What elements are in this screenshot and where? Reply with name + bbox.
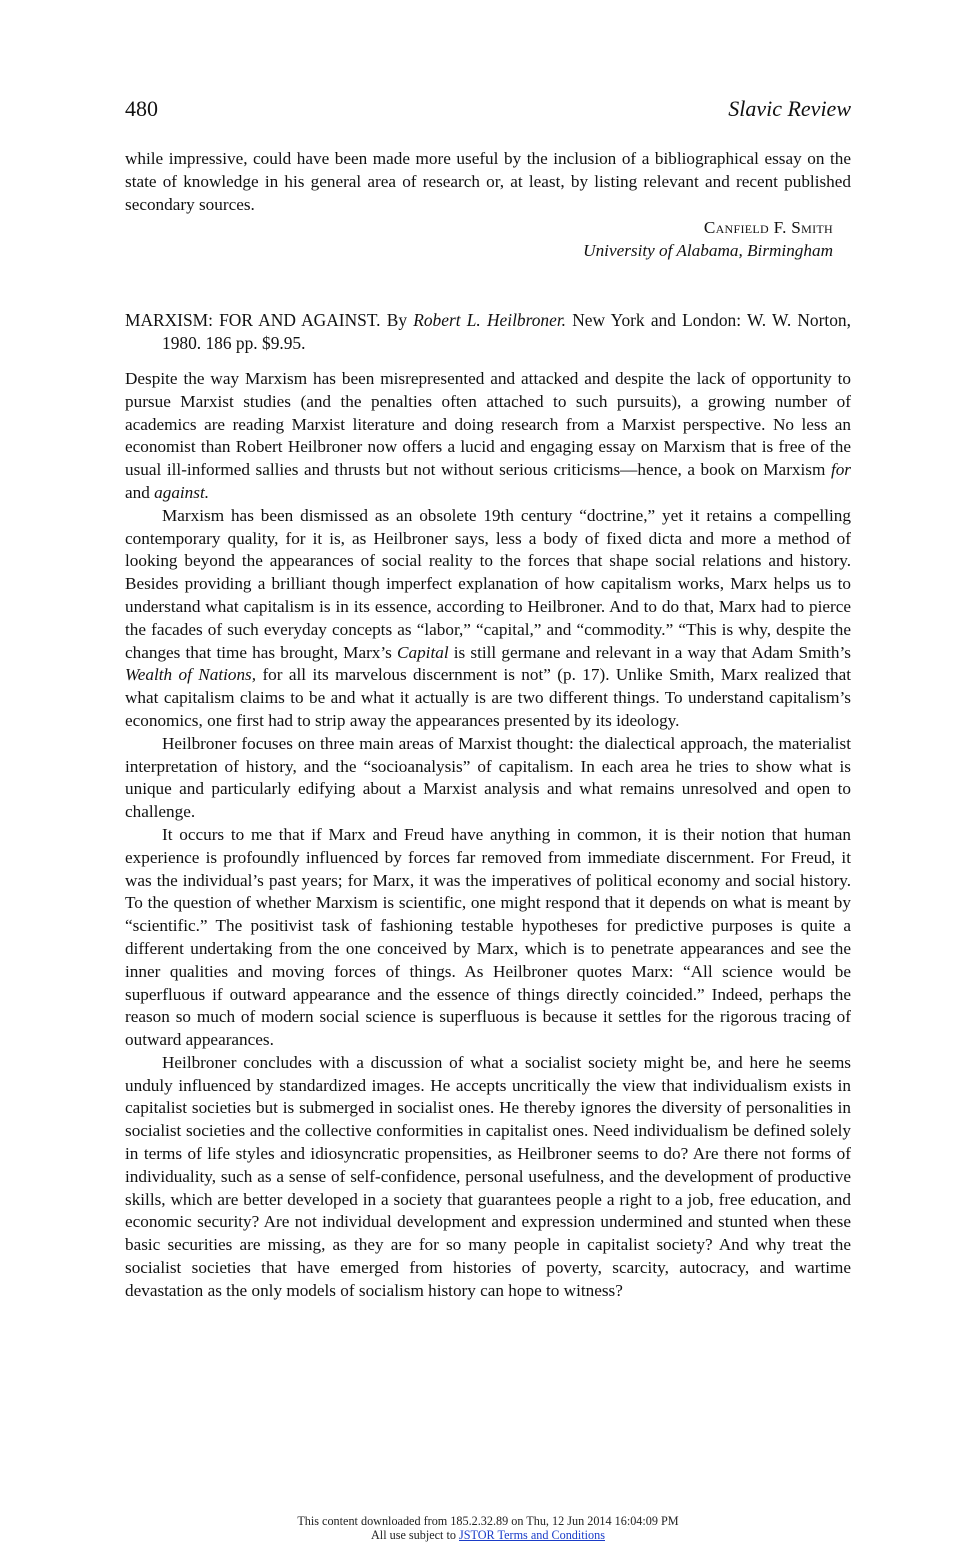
paragraph-4: It occurs to me that if Marx and Freud have anything in common, it is their notion that human experience is profoundly influenced by forces far removed from immediate discernment. For Freud, it was the individual’s past years; for Marx, it was the imperatives of political economy and social history. To the question of whether Marxism is scientific, one might respond that it depends on what is meant by “scientific.” The positivist task of fashioning testable hypotheses for predictive purposes is quite a different undertaking from the one conceived by Marx, which is to penetrate appearances and see the inner qualities and moving forces of things. As Heilbroner quotes Marx: “All science would be superfluous if outward appearance and the essence of things directly coincided.” Indeed, perhaps the reason so much of modern social science is superfluous is because it settles for the rigorous tracing of outward appearances. [125, 824, 851, 1050]
emphasis-against: against. [154, 482, 210, 502]
title-wealth-of-nations: Wealth of Nations, [125, 665, 257, 685]
paragraph-2-text-a: Marxism has been dismissed as an obsolete 19th century “doctrine,” yet it retains a compelling contemporary quality, for it is, as Heilbroner says, less a body of fixed dicta and more a method of looking beyond the appearances of social reality to the forces that shape social relations and history. Besides providing a brilliant though imperfect explanation of how capitalism works, Marx helps us to understand what capitalism is in its essence, according to Heilbroner. And to do that, Marx had to pierce the facades of such everyday concepts as “labor,” “capital,” and “commodity.” “This is why, despite the changes that time has brought, Marx’s [125, 505, 851, 662]
reviewer-signature [125, 216, 851, 262]
paragraph-2-text-b: is still germane and relevant in a way that Adam Smith’s [448, 642, 851, 662]
review-body [125, 368, 851, 1303]
paragraph-1 [125, 368, 851, 505]
page-number: 480 [125, 96, 158, 121]
journal-title: Slavic Review [728, 96, 851, 121]
review-heading [125, 309, 851, 355]
running-head [125, 96, 851, 126]
paragraph-3: Heilbroner focuses on three main areas of Marxist thought: the dialectical approach, the materialist interpretation of history, and the “socioanalysis” of capitalism. In each area he tries to show what is unique and particularly edifying about a Marxist analysis and what remains unresolved and open to challenge. [125, 733, 851, 822]
paragraph-1-text: Despite the way Marxism has been misrepresented and attacked and despite the lack of opportunity to pursue Marxist studies (and the penalties often attached to such pursuits), a growing number of academics are reading Marxist literature and doing research from a Marxist perspective. No less an economist than Robert Heilbroner now offers a lucid and engaging essay on Marxism that is free of the usual ill-informed sallies and thrusts but not without serious criticisms—hence, a book on Marxism [125, 368, 851, 480]
title-capital: Capital [397, 642, 449, 662]
previous-review-closing-paragraph: while impressive, could have been made more useful by the inclusion of a bibliographical essay on the state of knowledge in his general area of research or, at least, by listing relevant and recent published secondary sources. [125, 149, 851, 214]
reviewer-name: Canfield F. Smith [703, 218, 833, 238]
book-title: MARXISM: FOR AND AGAINST. [125, 310, 381, 331]
terms-line [0, 1528, 976, 1542]
emphasis-for: for [830, 460, 851, 480]
paragraph-5: Heilbroner concludes with a discussion of what a socialist society might be, and here he seems unduly influenced by standardized images. He accepts uncritically the view that individualism exists in capitalist societies but is submerged in socialist ones. He thereby ignores the diversity of personalities in socialist societies and the collective conformities in capitalist ones. Need individualism be defined solely in terms of life styles and idiosyncratic propensities, as Heilbroner seems to do? Are there not forms of individuality, such as a sense of self-confidence, personal usefulness, and the development of productive skills, which are better developed in a society that guarantees people a right to a job, free education, and economic security? Are not individual development and expression undermined and stunted when these basic securities are missing, as they are for so many people in capitalist society? And why treat the socialist societies that have emerged from histories of poverty, scarcity, autocracy, and wartime devastation as the only models of socialism history can hope to witness? [125, 1052, 851, 1300]
book-author: Robert L. Heilbroner. [413, 310, 567, 331]
terms-prefix: All use subject to [371, 1528, 460, 1542]
paragraph-2 [125, 505, 851, 733]
reviewer-affiliation: University of Alabama, Birmingham [583, 241, 833, 261]
terms-link[interactable]: JSTOR Terms and Conditions [459, 1528, 605, 1542]
paragraph-1-and: and [125, 482, 155, 502]
download-line: This content downloaded from 185.2.32.89 on Thu, 12 Jun 2014 16:04:09 PM [297, 1514, 679, 1528]
jstor-footer [0, 1514, 976, 1542]
by-label: By [386, 310, 408, 331]
page [125, 96, 851, 1303]
publication-details: New York and London: W. W. Norton, 1980. 186 pp. $9.95. [162, 310, 851, 354]
paragraph-2-text-c: for all its marvelous discernment is not” (p. 17). Unlike Smith, Marx realized that what capitalism claims to be and what it actually is are two different things. To understand capitalism’s economics, one first had to strip away the appearances presented by its ideology. [125, 665, 851, 730]
